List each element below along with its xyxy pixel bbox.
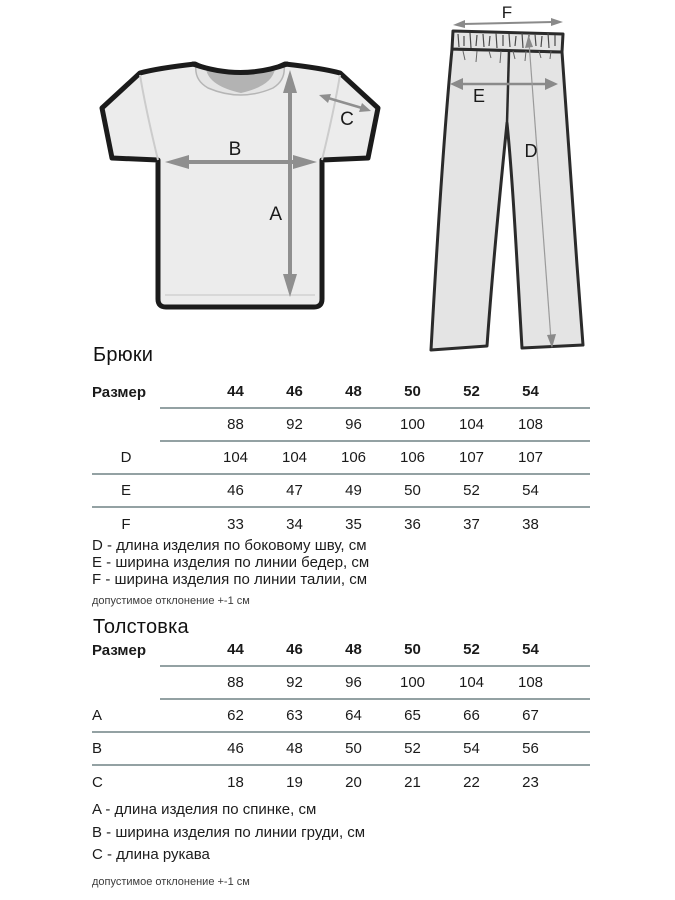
size-value: 52 [463,383,480,400]
size-value: 54 [522,383,539,400]
table-header-row [92,376,590,409]
cell-value: 92 [286,416,303,433]
cell-value: 88 [227,416,244,433]
cell-value: 19 [286,774,303,791]
size-value: 52 [463,641,480,658]
cell-value: 104 [222,449,249,466]
row-label: B [92,740,103,757]
cell-value: 50 [345,740,362,757]
cell-value: 104 [458,416,485,433]
label-d: D [524,141,538,161]
table-row-chest [92,409,590,442]
cell-value: 21 [404,774,421,791]
cell-value: 104 [281,449,308,466]
size-value: 50 [404,641,421,658]
cell-value: 22 [463,774,480,791]
row-label: D [120,449,132,466]
cell-value: 49 [345,482,362,499]
tolerance-note: допустимое отклонение +-1 см [92,875,250,888]
table-row-chest [92,667,590,700]
hoodie-size-table [92,634,590,799]
size-column-header: Размер [92,384,147,401]
table-header-row [92,634,590,667]
size-value: 54 [522,641,539,658]
row-label [92,409,160,442]
legend-line-b: B - ширина изделия по линии груди, см [92,823,366,841]
cell-value: 100 [399,416,426,433]
cell-value: 52 [404,740,421,757]
cell-value: 96 [345,416,362,433]
hoodie-legend [92,799,365,888]
cell-value: 104 [458,674,485,691]
table-row-d [92,442,590,475]
label-b: B [228,139,242,160]
size-column-header: Размер [92,642,147,659]
cell-value: 52 [463,482,480,499]
legend-line-f: F - ширина изделия по линии талии, см [92,571,368,588]
cell-value: 47 [286,482,303,499]
table-row-b [92,733,590,766]
row-label [92,667,160,700]
legend-line-d: D - длина изделия по боковому шву, см [92,537,367,554]
cell-value: 33 [227,516,244,533]
cell-value: 18 [227,774,244,791]
cell-value: 107 [517,449,544,466]
table-row-e [92,475,590,508]
cell-value: 88 [227,674,244,691]
cell-value: 50 [404,482,421,499]
cell-value: 35 [345,516,362,533]
table-row-c [92,766,590,799]
row-label: F [121,516,131,533]
size-value: 48 [345,383,362,400]
cell-value: 23 [522,774,539,791]
cell-value: 62 [227,707,244,724]
pants-size-table [92,376,590,541]
cell-value: 54 [522,482,539,499]
cell-value: 106 [399,449,426,466]
pants-legend [92,537,369,607]
waistband-shape [452,31,563,52]
hoodie-section-title: Толстовка [93,616,189,638]
label-e: E [472,86,486,106]
cell-value: 34 [286,516,303,533]
cell-value: 56 [522,740,539,757]
size-value: 48 [345,641,362,658]
legend-line-e: E - ширина изделия по линии бедер, см [92,554,370,571]
cell-value: 66 [463,707,480,724]
cell-value: 100 [399,674,426,691]
label-a: A [269,204,282,225]
cell-value: 48 [286,740,303,757]
cell-value: 108 [517,674,544,691]
cell-value: 64 [345,707,362,724]
cell-value: 92 [286,674,303,691]
cell-value: 46 [227,482,244,499]
label-f: F [501,3,513,22]
pants-section-title: Брюки [93,344,154,366]
size-value: 44 [227,383,244,400]
size-value: 44 [227,641,244,658]
cell-value: 96 [345,674,362,691]
cell-value: 63 [286,707,303,724]
cell-value: 36 [404,516,421,533]
tshirt-measurement-diagram [85,48,397,345]
pants-measurement-diagram [425,2,673,368]
row-label: C [92,774,103,791]
size-value: 46 [286,383,303,400]
size-value: 50 [404,383,421,400]
size-value: 46 [286,641,303,658]
cell-value: 20 [345,774,362,791]
row-label: A [92,707,103,724]
cell-value: 107 [458,449,485,466]
cell-value: 67 [522,707,539,724]
cell-value: 65 [404,707,421,724]
cell-value: 108 [517,416,544,433]
cell-value: 37 [463,516,480,533]
legend-line-a: A - длина изделия по спинке, см [92,801,317,818]
tolerance-note: допустимое отклонение +-1 см [92,595,250,607]
cell-value: 46 [227,740,244,757]
table-row-a [92,700,590,733]
row-label: E [120,482,131,499]
cell-value: 106 [340,449,367,466]
cell-value: 38 [522,516,539,533]
label-c: C [340,109,354,130]
cell-value: 54 [463,740,480,757]
legend-line-c: C - длина рукава [92,846,210,863]
